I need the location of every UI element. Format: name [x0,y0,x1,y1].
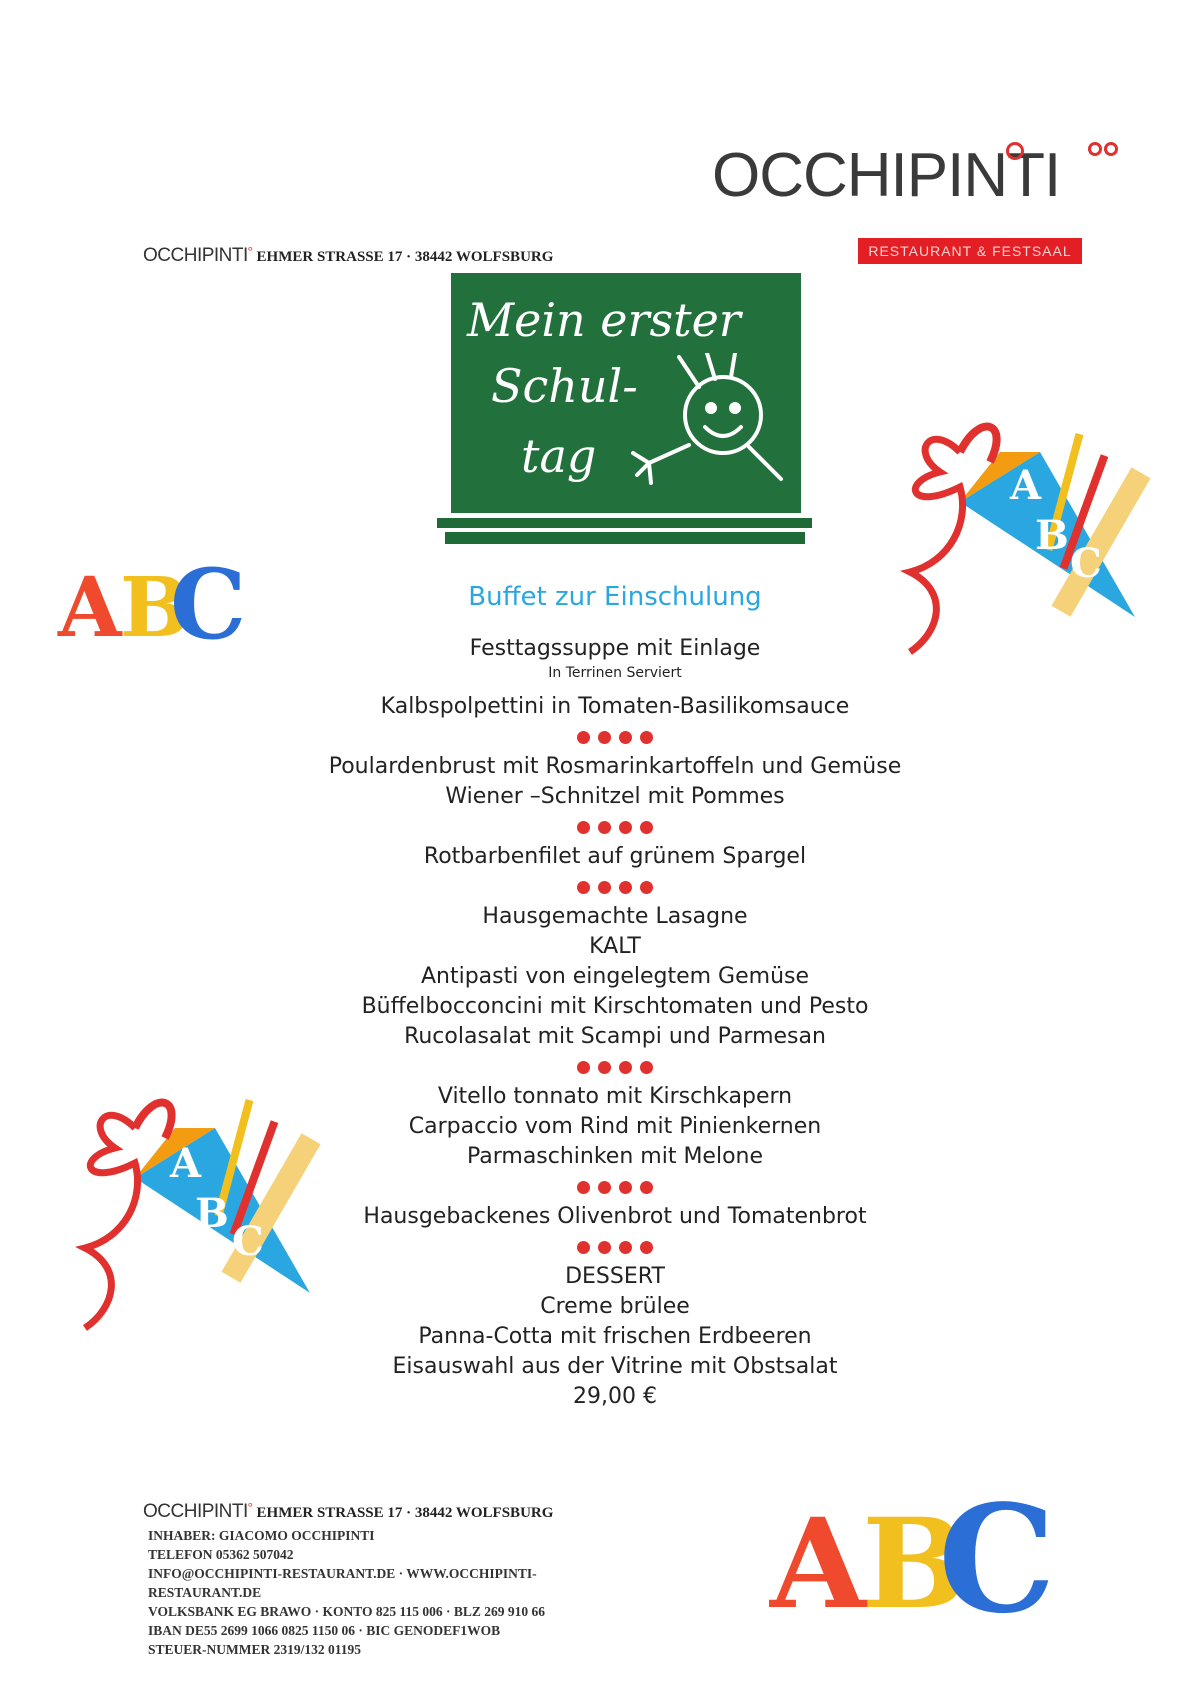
abc-letters-left [58,548,258,662]
footer-address-line [143,1500,553,1523]
header-address: EHMER STRASSE 17 · 38442 WOLFSBURG [256,249,554,265]
board-line-3: tag [521,429,597,483]
board-line-1: Mein erster [467,293,741,347]
header-address-line [143,244,553,267]
board-line-2: Schul- [491,359,638,413]
menu-item: Creme brülee [540,1294,690,1319]
cone-letter-c: C [232,1218,264,1265]
menu-item-note: In Terrinen Serviert [548,665,682,681]
separator-stars-icon [240,872,990,902]
menu-section-heading: KALT [589,934,641,959]
menu-item: Rucolasalat mit Scampi und Parmesan [404,1024,826,1049]
smiley-face-icon [631,353,796,493]
small-logo: OCCHIPINTI [143,245,248,266]
footer-owner: INHABER: GIACOMO OCCHIPINTI [148,1528,375,1543]
small-logo-star-icon: ° [247,244,253,258]
logo-stars-icon [1088,142,1102,156]
separator-stars-icon [240,812,990,842]
menu-subtitle: Buffet zur Einschulung [468,582,762,612]
separator-stars-icon [240,1232,990,1262]
chalkboard-ledge [437,518,812,528]
cone-letter-a: A [170,1140,202,1187]
footer-address: EHMER STRASSE 17 · 38442 WOLFSBURG [256,1505,554,1521]
chalkboard-ledge [445,532,805,544]
footer-phone: TELEFON 05362 507042 [148,1547,294,1562]
menu-item: Carpaccio vom Rind mit Pinienkernen [408,1114,822,1139]
abc-letter-c: C [938,1472,1056,1646]
footer-web-line-1: INFO@OCCHIPINTI-RESTAURANT.DE · WWW.OCCHIPINTI- [148,1566,537,1581]
menu [240,582,990,1412]
separator-stars-icon [240,1052,990,1082]
footer-web-line-2: RESTAURANT.DE [148,1585,262,1600]
separator-stars-icon [240,722,990,752]
menu-item: Poulardenbrust mit Rosmarinkartoffeln und Gemüse [328,754,902,779]
abc-letter-a: A [58,560,122,656]
menu-item: Rotbarbenfilet auf grünem Spargel [423,844,807,869]
chalkboard [451,273,801,513]
menu-item: Festtagssuppe mit Einlage [469,636,761,661]
footer-info [148,1526,608,1659]
footer-tax: STEUER-NUMMER 2319/132 01195 [148,1642,362,1657]
menu-section-heading: DESSERT [565,1264,665,1289]
cone-letter-c: C [1070,540,1102,587]
abc-letter-b: B [120,560,190,656]
logo-stars-icon [1104,142,1118,156]
footer-bank-line-1: VOLKSBANK EG BRAWO · KONTO 825 115 006 · BLZ 269 910 66 [148,1604,546,1619]
small-logo: OCCHIPINTI [143,1501,248,1522]
menu-item: Vitello tonnato mit Kirschkapern [437,1084,793,1109]
menu-item: Hausgebackenes Olivenbrot und Tomatenbrot [363,1204,867,1229]
small-logo-star-icon: ° [247,1500,253,1514]
brand-tagline: RESTAURANT & FESTSAAL [858,238,1082,264]
menu-item: Parmaschinken mit Melone [466,1144,764,1169]
abc-letter-b: B [862,1492,967,1637]
menu-item: Büffelbocconcini mit Kirschtomaten und Pesto [361,994,869,1019]
abc-letter-a: A [770,1492,867,1637]
cone-letter-a: A [1010,462,1042,509]
cone-letter-b: B [1035,512,1069,559]
menu-price: 29,00 € [573,1384,657,1409]
menu-item: Hausgemachte Lasagne [482,904,748,929]
footer-bank-line-2: IBAN DE55 2699 1066 0825 1150 06 · BIC GENODEF1WOB [148,1623,501,1638]
menu-item: Wiener –Schnitzel mit Pommes [445,784,785,809]
menu-item: Panna-Cotta mit frischen Erdbeeren [418,1324,812,1349]
separator-stars-icon [240,1172,990,1202]
menu-item: Eisauswahl aus der Vitrine mit Obstsalat [392,1354,838,1379]
brand-logo-text: OCCHIPINTI [712,141,1061,210]
menu-item: Antipasti von eingelegtem Gemüse [420,964,810,989]
menu-item: Kalbspolpettini in Tomaten-Basilikomsauce [380,694,850,719]
abc-letters-right [770,1472,1070,1648]
brand-logo [712,141,1112,210]
cone-letter-b: B [195,1190,229,1237]
logo-stars-icon [1006,142,1024,160]
abc-letter-c: C [170,548,247,661]
